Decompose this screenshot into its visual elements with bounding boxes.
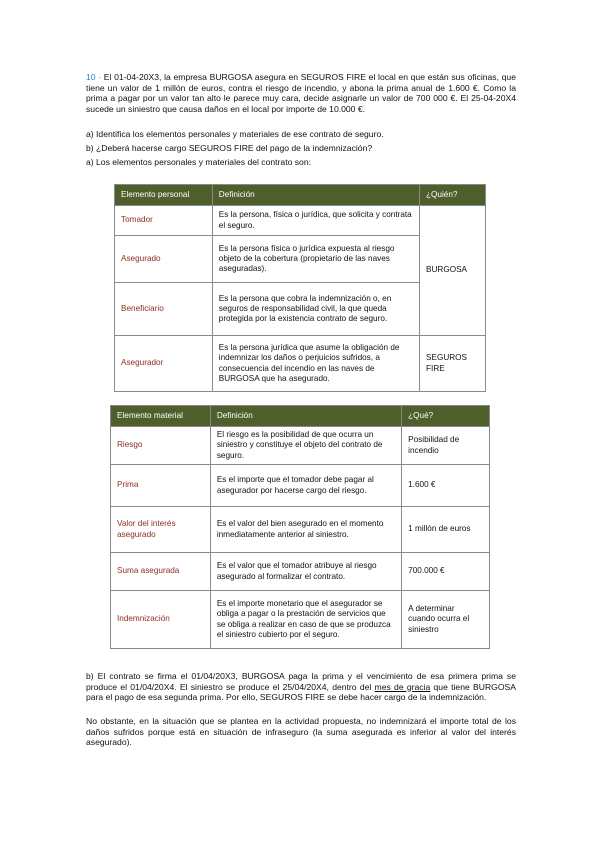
what-cell: A determinar cuando ocurra el siniestro <box>402 591 490 649</box>
definition-cell: Es la persona jurídica que asume la obligación de indemnizar los daños o perjuicios sufridos, a consecuencia del incendio en las naves de BURGOSA que ha asegurado. <box>212 336 419 392</box>
material-elements-table <box>110 405 490 649</box>
table-row <box>111 507 490 553</box>
who-cell: BURGOSA <box>420 206 486 336</box>
table-header-row <box>115 185 486 206</box>
definition-cell: Es el importe que el tomador debe pagar al asegurador por hacerse cargo del riesgo. <box>210 465 401 507</box>
definition-cell: Es el importe monetario que el asegurador se obliga a pagar o la prestación de servicios que se obliga a realizar en caso de que se produzca el siniestro cubierto por el seguro. <box>210 591 401 649</box>
definition-cell: Es la persona que cobra la indemnización o, en seguros de responsabilidad civil, la que queda protegida por la existencia contrato de seguro. <box>212 283 419 336</box>
table-row <box>115 336 486 392</box>
element-cell: Tomador <box>115 206 213 236</box>
element-cell: Indemnización <box>111 591 211 649</box>
answer-b-text-1: b) El contrato se firma el 01/04/20X3, BURGOSA paga la prima y el vencimiento de esa primera prima se produce el 01/04/20X4. El siniestro se produce el 25/04/20X4, dentro del <box>86 671 516 692</box>
table-row <box>111 591 490 649</box>
element-cell: Valor del interés asegurado <box>111 507 211 553</box>
header-cell: Definición <box>210 406 401 427</box>
definition-cell: Es la persona física o jurídica expuesta al riesgo objeto de la cobertura (propietario de las naves aseguradas). <box>212 236 419 283</box>
header-cell: ¿Quién? <box>420 185 486 206</box>
header-cell: Elemento material <box>111 406 211 427</box>
table-row <box>115 206 486 236</box>
header-cell: Elemento personal <box>115 185 213 206</box>
grace-month-term: mes de gracia <box>374 681 431 692</box>
answer-b-text-2: que tiene BURGOSA para el pago de esa segunda prima. Por ello, SEGUROS FIRE se debe hacer cargo de la indemnización. <box>86 681 516 703</box>
what-cell: Posibilidad de incendio <box>402 427 490 465</box>
definition-cell: Es el valor del bien asegurado en el momento inmediatamente anterior al siniestro. <box>210 507 401 553</box>
element-cell: Asegurado <box>115 236 213 283</box>
table-row <box>111 553 490 591</box>
question-b: b) ¿Deberá hacerse cargo SEGUROS FIRE del pago de la indemnización? <box>86 143 373 153</box>
table-row <box>111 465 490 507</box>
definition-cell: Es la persona, física o jurídica, que solicita y contrata el seguro. <box>212 206 419 236</box>
table-header-row <box>111 406 490 427</box>
what-cell: 1.600 € <box>402 465 490 507</box>
question-a: a) Identifica los elementos personales y materiales de ese contrato de seguro. <box>86 129 384 139</box>
header-cell: Definición <box>212 185 419 206</box>
element-cell: Beneficiario <box>115 283 213 336</box>
personal-elements-table <box>114 184 486 392</box>
element-cell: Asegurador <box>115 336 213 392</box>
element-cell: Prima <box>111 465 211 507</box>
header-cell: ¿Qué? <box>402 406 490 427</box>
table-row <box>111 427 490 465</box>
element-cell: Suma asegurada <box>111 553 211 591</box>
who-cell: SEGUROS FIRE <box>420 336 486 392</box>
definition-cell: Es el valor que el tomador atribuye al riesgo asegurado al formalizar el contrato. <box>210 553 401 591</box>
definition-cell: El riesgo es la posibilidad de que ocurra un siniestro y constituye el objeto del contrato de seguro. <box>210 427 401 465</box>
statement-text: El 01-04-20X3, la empresa BURGOSA asegura en SEGUROS FIRE el local en que están sus oficinas, que tiene un valor de 1 millón de euros, contra el riesgo de incendio, y abona la prima anual de 1.600 €. Como la prima a pagar por un valor tan alto le parece muy cara, decide asignarle un valor de 700 000 €. El 25-04-20X4 sucede un siniestro que causa daños en el local por importe de 10.000 €. <box>86 72 516 114</box>
what-cell: 700.000 € <box>402 553 490 591</box>
exercise-statement: 10 · El 01-04-20X3, la empresa BURGOSA asegura en SEGUROS FIRE el local en que están sus oficinas, que tiene un valor de 1 millón de euros, contra el riesgo de incendio, y abona la prima anual de 1.600 €. Como la prima a pagar por un valor tan alto le parece muy cara, decide asignarle un valor de 700 000 €. El 25-04-20X4 sucede un siniestro que causa daños en el local por importe de 10.000 €. <box>86 72 516 114</box>
element-cell: Riesgo <box>111 427 211 465</box>
answer-b-paragraph <box>86 671 516 703</box>
what-cell: 1 millón de euros <box>402 507 490 553</box>
answer-b-paragraph-2: No obstante, en la situación que se plantea en la actividad propuesta, no indemnizará el importe total de los daños sufridos porque está en situación de infraseguro (la suma asegurada es inferior al valor del interés asegurado). <box>86 716 516 748</box>
answer-a-intro: a) Los elementos personales y materiales del contrato son: <box>86 157 311 167</box>
exercise-number: 10 <box>86 72 96 82</box>
